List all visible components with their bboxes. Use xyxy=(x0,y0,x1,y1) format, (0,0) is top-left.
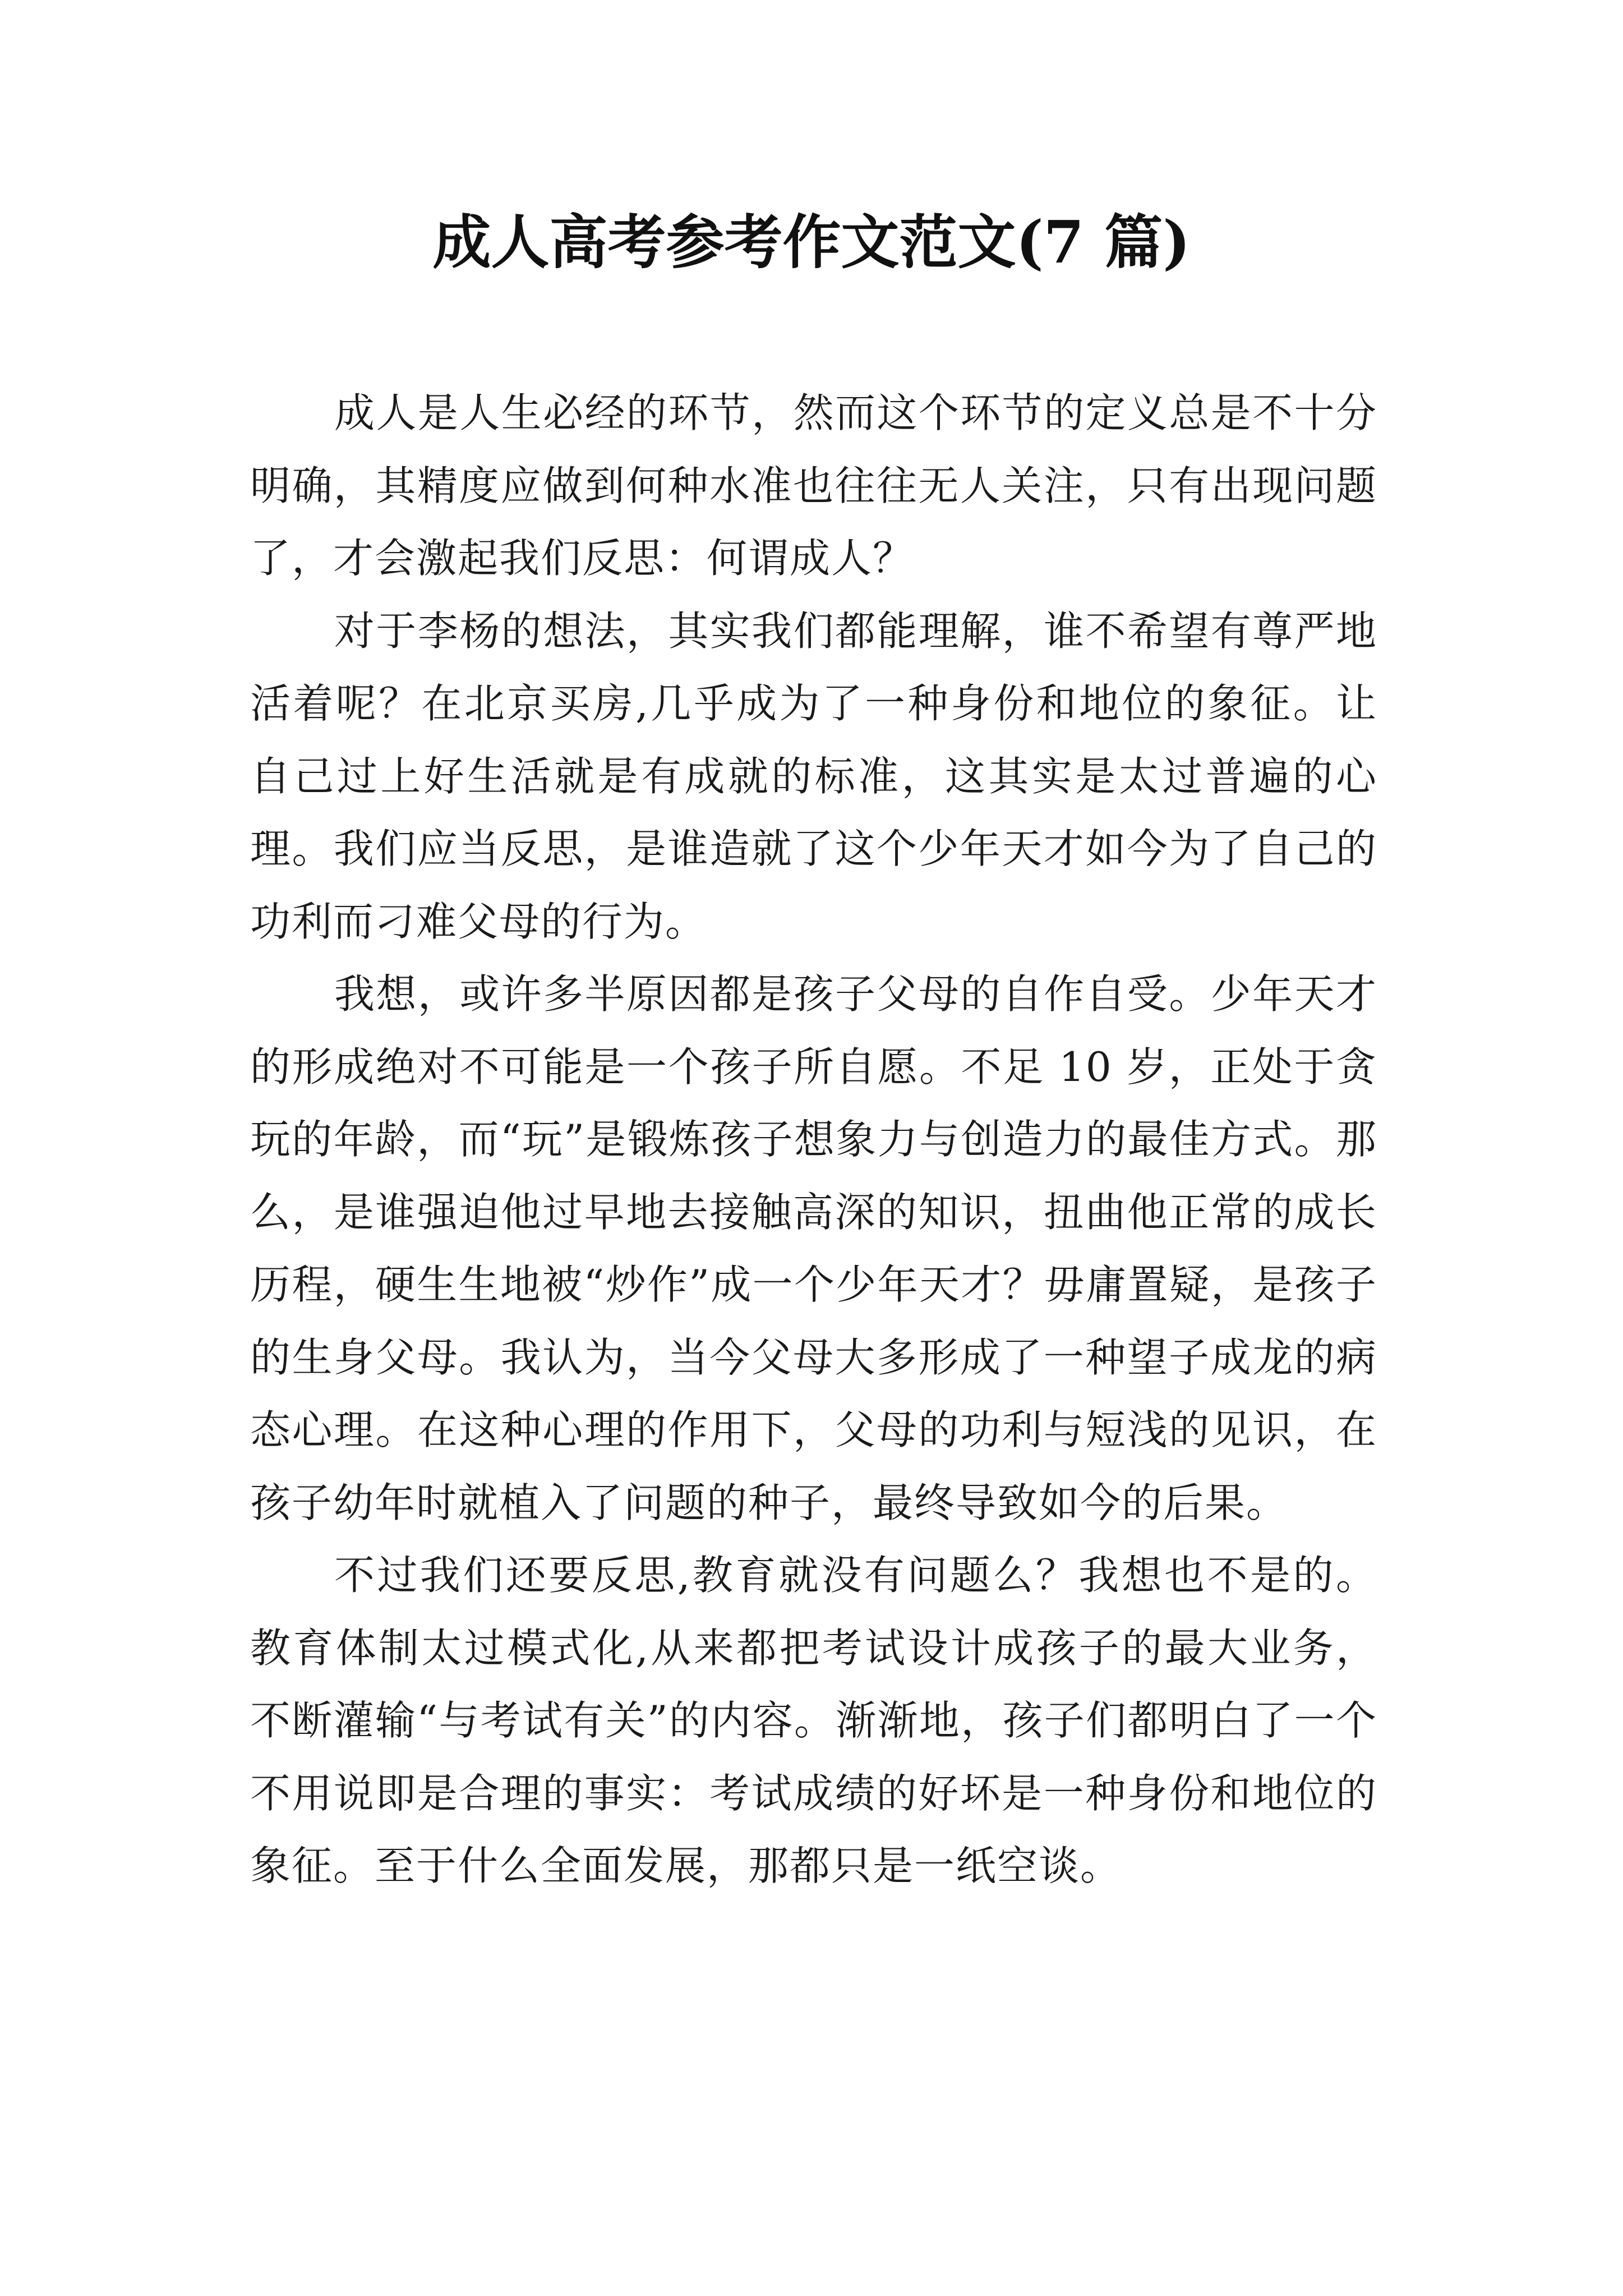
document-body xyxy=(250,377,1377,1903)
paragraph-3: 我想，或许多半原因都是孩子父母的自作自受。少年天才的形成绝对不可能是一个孩子所自愿。不足 10 岁，正处于贪玩的年龄，而“玩”是锻炼孩子想象力与创造力的最佳方式。那么，是谁强迫他过早地去接触高深的知识，扭曲他正常的成长历程，硬生生地被“炒作”成一个少年天才？毋庸置疑，是孩子的生身父母。我认为，当今父母大多形成了一种望子成龙的病态心理。在这种心理的作用下，父母的功利与短浅的见识，在孩子幼年时就植入了问题的种子，最终导致如今的后果。 xyxy=(250,970,1377,1526)
paragraph-1: 成人是人生必经的环节，然而这个环节的定义总是不十分明确，其精度应做到何种水准也往往无人关注，只有出现问题了，才会激起我们反思：何谓成人？ xyxy=(250,389,1377,582)
document-title: 成人高考参考作文范文(7 篇) xyxy=(432,208,1191,277)
paragraph-4: 不过我们还要反思,教育就没有问题么？我想也不是的。教育体制太过模式化,从来都把考试设计成孩子的最大业务，不断灌输“与考试有关”的内容。渐渐地，孩子们都明白了一个不用说即是合理的事实：考试成绩的好坏是一种身份和地位的象征。至于什么全面发展，那都只是一纸空谈。 xyxy=(250,1552,1377,1889)
paragraph-2: 对于李杨的想法，其实我们都能理解，谁不希望有尊严地活着呢？在北京买房,几乎成为了一种身份和地位的象征。让自己过上好生活就是有成就的标准，这其实是太过普遍的心理。我们应当反思，是谁造就了这个少年天才如今为了自己的功利而刁难父母的行为。 xyxy=(250,607,1377,945)
